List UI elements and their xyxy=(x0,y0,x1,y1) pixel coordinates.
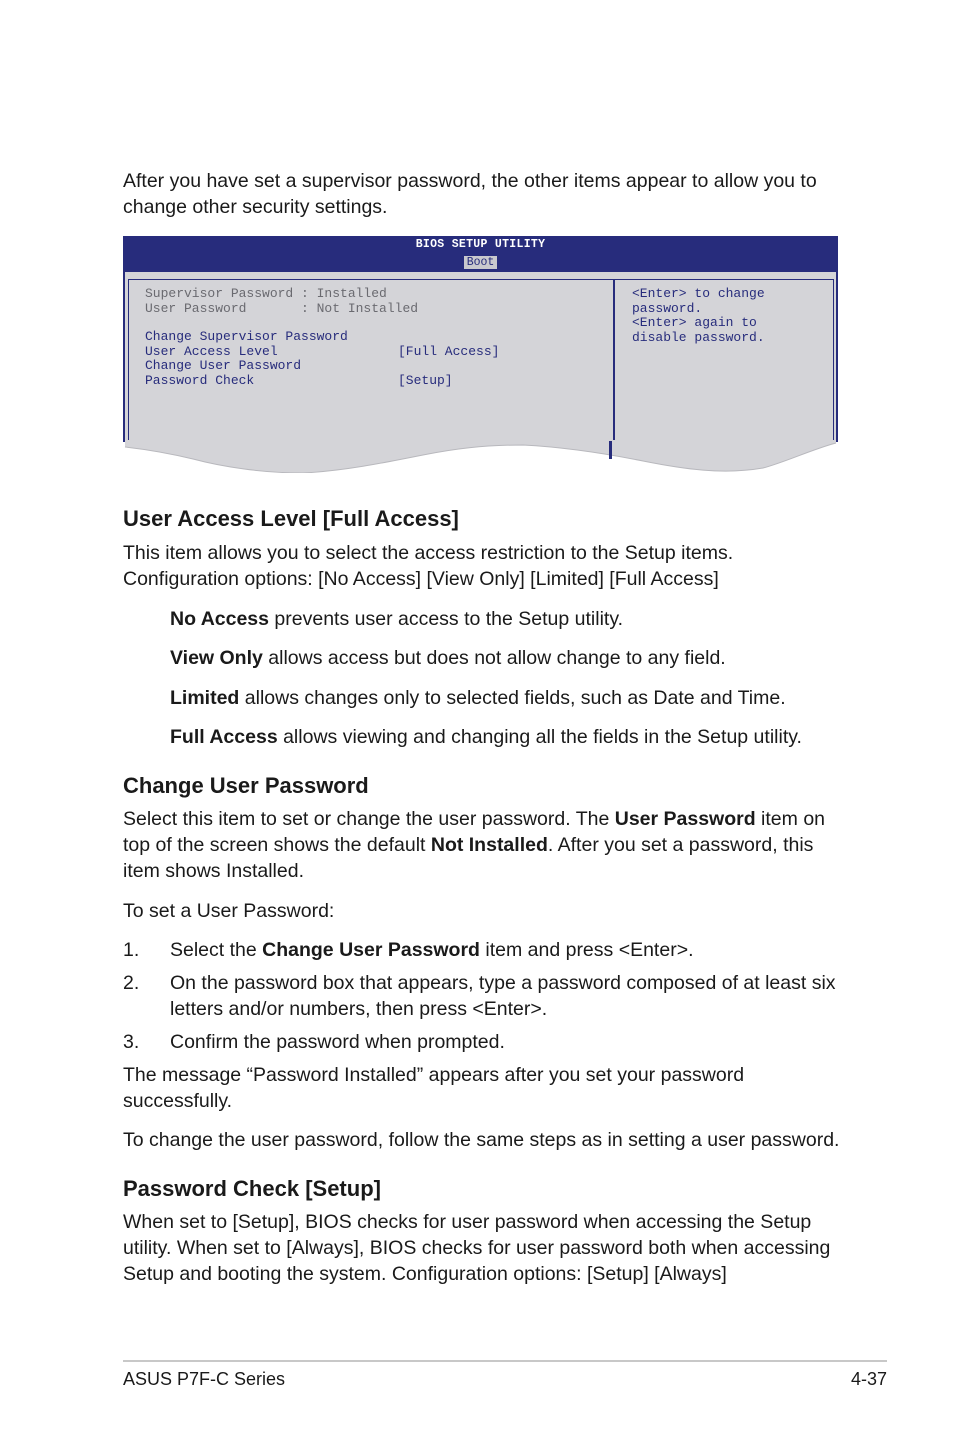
step-2-text xyxy=(170,970,850,1022)
text-run: The message “Password Installed” appears after you set your password xyxy=(123,1064,745,1086)
heading-user-access-level: User Access Level [Full Access] xyxy=(123,506,459,531)
bios-menu-panel xyxy=(128,279,614,440)
password-check-description xyxy=(123,1209,863,1287)
heading-change-user-password: Change User Password xyxy=(123,773,369,798)
bold-change-user-password: Change User Password xyxy=(262,939,480,961)
user-access-description xyxy=(123,540,843,592)
change-user-password-description xyxy=(123,806,843,884)
step-3-number: 3. xyxy=(123,1031,140,1053)
bold-not-installed: Not Installed xyxy=(430,834,548,856)
user-access-desc-line-1: This item allows you to select the access restriction to the Setup items. xyxy=(123,542,734,564)
bios-status-supervisor: Supervisor Password : Installed xyxy=(145,286,387,301)
option-desc: allows viewing and changing all the fields in the Setup utility. xyxy=(277,726,802,748)
text-run: On the password box that appears, type a password composed of at least six xyxy=(170,972,836,994)
bios-help-line-1: <Enter> to change xyxy=(632,286,765,301)
step-2-number: 2. xyxy=(123,972,140,994)
bios-status-user: User Password : Not Installed xyxy=(145,300,419,316)
password-installed-message xyxy=(123,1062,843,1114)
heading-password-check: Password Check [Setup] xyxy=(123,1176,381,1201)
text-run: item on xyxy=(755,808,826,830)
text-run: item and press <Enter>. xyxy=(479,939,694,961)
bios-item-user-access-level[interactable]: User Access Level xyxy=(145,343,278,359)
bios-item-change-supervisor-password[interactable]: Change Supervisor Password xyxy=(145,329,348,344)
bold-user-password: User Password xyxy=(614,808,756,830)
step-1-number: 1. xyxy=(123,939,140,961)
option-desc: allows changes only to selected fields, such as Date and Time. xyxy=(239,687,786,709)
set-user-password-lead: To set a User Password: xyxy=(123,900,335,922)
bios-item-password-check[interactable]: Password Check xyxy=(145,372,255,388)
bios-tab-boot[interactable]: Boot xyxy=(464,256,498,269)
change-password-note: To change the user password, follow the same steps as in setting a user password. xyxy=(123,1129,840,1151)
bios-help-line-2: password. xyxy=(632,300,703,316)
option-term: Limited xyxy=(170,687,240,709)
text-run: When set to [Setup], BIOS checks for user password when accessing the Setup xyxy=(123,1211,812,1233)
option-view-only xyxy=(170,645,850,671)
option-term: View Only xyxy=(170,647,263,669)
text-run: Select this item to set or change the user password. The xyxy=(123,808,615,830)
option-desc: prevents user access to the Setup utility. xyxy=(269,608,624,630)
bios-title: BIOS SETUP UTILITY xyxy=(415,238,546,251)
bios-divider-stub xyxy=(609,441,612,459)
option-limited xyxy=(170,685,850,711)
option-full-access xyxy=(170,724,850,750)
bios-help-panel xyxy=(613,279,834,440)
step-1-text xyxy=(170,937,850,963)
bios-help-line-3: <Enter> again to xyxy=(632,315,757,330)
bios-item-change-user-password[interactable]: Change User Password xyxy=(145,358,302,373)
text-run: letters and/or numbers, then press <Enter>. xyxy=(170,998,548,1020)
bios-header xyxy=(123,236,838,272)
text-run: . After you set a password, this xyxy=(547,834,814,856)
text-run: top of the screen shows the default xyxy=(123,834,431,856)
bios-screenshot xyxy=(123,236,838,471)
footer-product-name: ASUS P7F-C Series xyxy=(123,1369,286,1389)
intro-paragraph xyxy=(123,168,843,220)
intro-line-1: After you have set a supervisor password, the other items appear to allow you to xyxy=(123,170,817,192)
text-run: successfully. xyxy=(123,1090,233,1112)
intro-line-2: change other security settings. xyxy=(123,196,388,218)
bios-value-user-access-level[interactable]: [Full Access] xyxy=(398,343,500,359)
option-no-access xyxy=(170,606,850,632)
bios-value-password-check[interactable]: [Setup] xyxy=(398,372,453,388)
footer-divider xyxy=(123,1360,887,1362)
torn-edge-graphic xyxy=(123,441,838,473)
text-run: Select the xyxy=(170,939,263,961)
option-desc: allows access but does not allow change to any field. xyxy=(262,647,726,669)
step-3-text: Confirm the password when prompted. xyxy=(170,1031,505,1053)
text-run: item shows Installed. xyxy=(123,860,304,882)
footer-page-number: 4-37 xyxy=(850,1369,887,1389)
option-term: No Access xyxy=(170,608,269,630)
bios-help-line-4: disable password. xyxy=(632,329,765,345)
text-run: Setup and booting the system. Configuration options: [Setup] [Always] xyxy=(123,1263,727,1285)
option-term: Full Access xyxy=(170,726,278,748)
text-run: utility. When set to [Always], BIOS checks for user password both when accessing xyxy=(123,1237,831,1259)
bios-body xyxy=(123,272,838,442)
user-access-config-options: Configuration options: [No Access] [View Only] [Limited] [Full Access] xyxy=(123,568,719,590)
